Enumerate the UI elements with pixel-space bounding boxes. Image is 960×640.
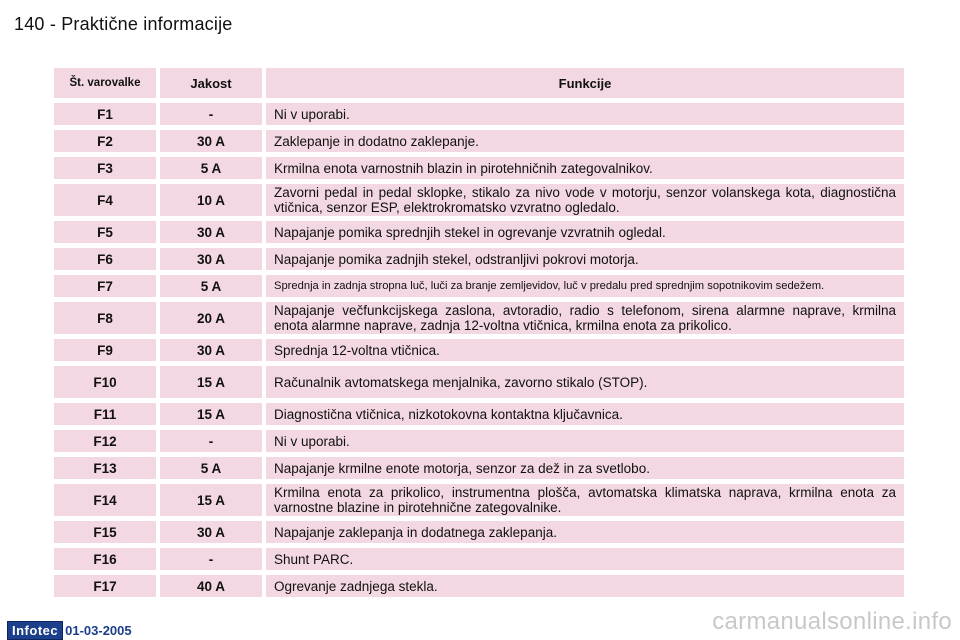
fuse-amperage: - bbox=[160, 430, 262, 452]
fuse-amperage: - bbox=[160, 103, 262, 125]
fuse-number: F15 bbox=[54, 521, 156, 543]
table-row bbox=[54, 521, 904, 543]
fuse-amperage: 30 A bbox=[160, 521, 262, 543]
table-row bbox=[54, 430, 904, 452]
fuse-function: Računalnik avtomatskega menjalnika, zavorno stikalo (STOP). bbox=[266, 366, 904, 398]
fuse-amperage: 15 A bbox=[160, 484, 262, 516]
fuse-number: F5 bbox=[54, 221, 156, 243]
table-row bbox=[54, 366, 904, 398]
fuse-number: F13 bbox=[54, 457, 156, 479]
table-row bbox=[54, 157, 904, 179]
fuse-amperage: 15 A bbox=[160, 403, 262, 425]
fuse-amperage: 20 A bbox=[160, 302, 262, 334]
fuse-number: F8 bbox=[54, 302, 156, 334]
page-title: 140 - Praktične informacije bbox=[14, 14, 233, 34]
fuse-function: Napajanje pomika zadnjih stekel, odstranljivi pokrovi motorja. bbox=[266, 248, 904, 270]
table-row bbox=[54, 275, 904, 297]
fuse-amperage: 10 A bbox=[160, 184, 262, 216]
column-header-amperage: Jakost bbox=[160, 68, 262, 98]
fuse-amperage: 5 A bbox=[160, 457, 262, 479]
fuse-number: F17 bbox=[54, 575, 156, 597]
watermark: carmanualsonline.info bbox=[712, 608, 952, 635]
table-row bbox=[54, 248, 904, 270]
fuse-function: Shunt PARC. bbox=[266, 548, 904, 570]
fuse-function: Zaklepanje in dodatno zaklepanje. bbox=[266, 130, 904, 152]
table-row bbox=[54, 457, 904, 479]
fuse-number: F11 bbox=[54, 403, 156, 425]
fuse-function: Napajanje večfunkcijskega zaslona, avtoradio, radio s telefonom, sirena alarmne naprave, krmilna enota alarmne naprave, zadnja 12-voltna vtičnica, krmilna enota za prikolico. bbox=[266, 302, 904, 334]
table-row bbox=[54, 575, 904, 597]
fuse-table bbox=[54, 68, 904, 602]
fuse-amperage: 15 A bbox=[160, 366, 262, 398]
fuse-number: F10 bbox=[54, 366, 156, 398]
column-header-fuse-number: Št. varovalke bbox=[54, 68, 156, 98]
infotec-logo: Infotec bbox=[7, 621, 63, 640]
table-row bbox=[54, 339, 904, 361]
fuse-function: Krmilna enota varnostnih blazin in pirotehničnih zategovalnikov. bbox=[266, 157, 904, 179]
fuse-number: F7 bbox=[54, 275, 156, 297]
edition-date: 01-03-2005 bbox=[65, 623, 132, 638]
fuse-amperage: - bbox=[160, 548, 262, 570]
fuse-number: F9 bbox=[54, 339, 156, 361]
fuse-amperage: 30 A bbox=[160, 339, 262, 361]
fuse-number: F4 bbox=[54, 184, 156, 216]
table-row bbox=[54, 548, 904, 570]
table-row bbox=[54, 221, 904, 243]
fuse-number: F12 bbox=[54, 430, 156, 452]
fuse-number: F3 bbox=[54, 157, 156, 179]
fuse-function: Ni v uporabi. bbox=[266, 430, 904, 452]
fuse-function: Ogrevanje zadnjega stekla. bbox=[266, 575, 904, 597]
table-row bbox=[54, 130, 904, 152]
fuse-amperage: 30 A bbox=[160, 221, 262, 243]
fuse-number: F6 bbox=[54, 248, 156, 270]
fuse-amperage: 30 A bbox=[160, 130, 262, 152]
table-row bbox=[54, 302, 904, 334]
fuse-function: Sprednja 12-voltna vtičnica. bbox=[266, 339, 904, 361]
fuse-function: Sprednja in zadnja stropna luč, luči za branje zemljevidov, luč v predalu pred sprednjim sopotnikovim sedežem. bbox=[266, 275, 904, 297]
column-header-functions: Funkcije bbox=[266, 68, 904, 98]
fuse-function: Krmilna enota za prikolico, instrumentna plošča, avtomatska klimatska naprava, krmilna enota za varnostne blazine in pirotehnične zategovalnike. bbox=[266, 484, 904, 516]
fuse-number: F1 bbox=[54, 103, 156, 125]
fuse-function: Napajanje krmilne enote motorja, senzor za dež in za svetlobo. bbox=[266, 457, 904, 479]
table-row bbox=[54, 403, 904, 425]
fuse-amperage: 30 A bbox=[160, 248, 262, 270]
fuse-function: Napajanje pomika sprednjih stekel in ogrevanje vzvratnih ogledal. bbox=[266, 221, 904, 243]
fuse-number: F14 bbox=[54, 484, 156, 516]
fuse-function: Diagnostična vtičnica, nizkotokovna kontaktna ključavnica. bbox=[266, 403, 904, 425]
fuse-function: Napajanje zaklepanja in dodatnega zaklepanja. bbox=[266, 521, 904, 543]
fuse-number: F2 bbox=[54, 130, 156, 152]
fuse-number: F16 bbox=[54, 548, 156, 570]
fuse-amperage: 5 A bbox=[160, 157, 262, 179]
table-row bbox=[54, 484, 904, 516]
fuse-function: Zavorni pedal in pedal sklopke, stikalo za nivo vode v motorju, senzor volanskega kota, diagnostična vtičnica, senzor ESP, elektrokromatsko vzvratno ogledalo. bbox=[266, 184, 904, 216]
table-header-row bbox=[54, 68, 904, 98]
table-row bbox=[54, 103, 904, 125]
table-row bbox=[54, 184, 904, 216]
fuse-function: Ni v uporabi. bbox=[266, 103, 904, 125]
fuse-amperage: 5 A bbox=[160, 275, 262, 297]
footer-branding bbox=[7, 621, 132, 640]
fuse-amperage: 40 A bbox=[160, 575, 262, 597]
